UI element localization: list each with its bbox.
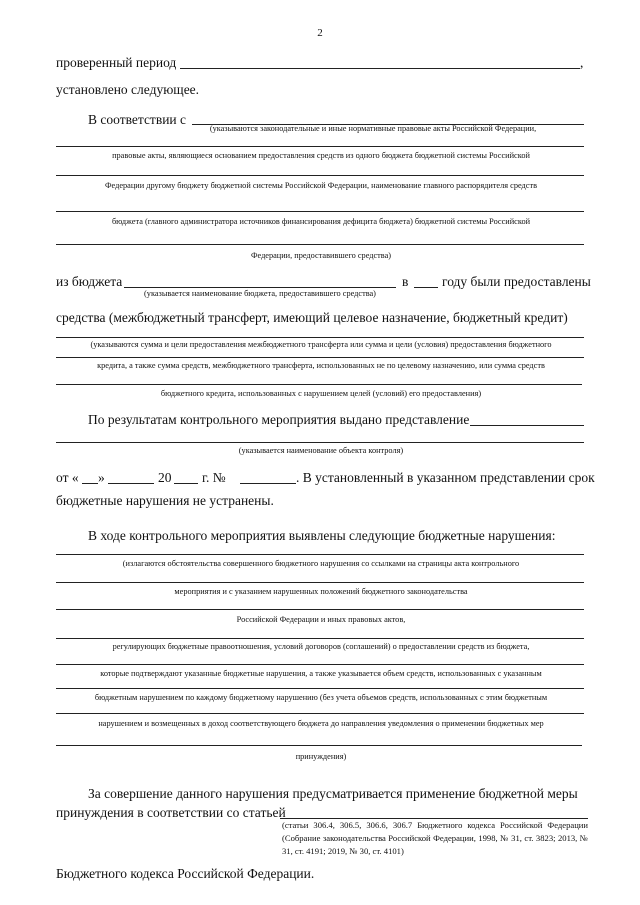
violations-note-1: (излагаются обстоятельства совершенного бюджетного нарушения со ссылками на страницы акта контрольного	[122, 559, 520, 568]
results-note: (указывается наименование объекта контроля)	[238, 446, 404, 455]
funds-line-2	[56, 357, 584, 358]
accordance-label: В соответствии с	[88, 112, 187, 127]
violations-line-1	[56, 554, 584, 555]
funds-line-3	[56, 384, 582, 385]
period-line	[180, 68, 580, 69]
date-number-line	[240, 483, 296, 484]
violations-note-3: Российской Федерации и иных правовых актов,	[236, 615, 406, 624]
page-number: 2	[317, 27, 323, 39]
results-line-2	[56, 442, 584, 443]
accordance-note-2: правовые акты, являющиеся основанием предоставления средств из одного бюджета бюджетной системы Российской	[112, 151, 530, 160]
results-label: По результатам контрольного мероприятия выдано представление	[88, 412, 470, 427]
accordance-note-5: Федерации, предоставившего средства)	[250, 251, 392, 260]
violations-line-4	[56, 638, 584, 639]
date-line-2: бюджетные нарушения не устранены.	[56, 493, 274, 508]
funds-note-1: (указываются сумма и цели предоставления межбюджетного трансферта или сумма и цели (условия) предоставления бюджетного	[90, 340, 552, 349]
footer-text: Бюджетного кодекса Российской Федерации.	[56, 866, 315, 881]
accordance-note-3: Федерации другому бюджету бюджетной системы Российской Федерации, наименование главного распорядителя средств	[104, 181, 537, 190]
budget-year-line	[414, 287, 438, 288]
accordance-line-2	[56, 146, 584, 147]
violations-note-8: принуждения)	[295, 752, 347, 761]
budget-year-text: году были предоставлены	[442, 274, 591, 289]
violations-line-8	[56, 745, 582, 746]
budget-from-label: из бюджета	[56, 274, 123, 289]
funds-line-1	[56, 337, 584, 338]
violations-note-4: регулирующих бюджетные правоотношения, условий договоров (соглашений) о предоставлении средств из бюджета,	[112, 642, 530, 651]
violations-note-5: которые подтверждают указанные бюджетные нарушения, а также указывается объем средств, использованных с указанным	[100, 669, 542, 678]
coercion-law-note: (статьи 306.4, 306.5, 306.6, 306.7 Бюджетного кодекса Российской Федерации (Собрание законодательства Российской Федерации, 1998, № 31, ст. 3823; 2013, № 31, ст. 4191; 2019, № 30, ст. 4101)	[282, 820, 588, 856]
date-quote-close: »	[98, 470, 105, 485]
violations-note-6: бюджетным нарушением по каждому бюджетному нарушению (без учета объемов средств, использованных с этим бюджетным	[94, 693, 548, 702]
accordance-line-5	[56, 244, 584, 245]
date-day-line	[82, 483, 98, 484]
accordance-note-4: бюджета (главного администратора источников финансирования дефицита бюджета) бюджетной системы Российской	[111, 217, 531, 226]
funds-note-2: кредита, а также сумма средств, межбюджетного трансферта, использованных не по целевому назначению, или сумма средств	[97, 361, 545, 370]
funds-note-3: бюджетного кредита, использованных с нарушением целей (условий) его предоставления)	[160, 389, 482, 398]
results-line	[470, 425, 584, 426]
date-year-suffix: г. №	[202, 470, 226, 485]
established-text: установлено следующее.	[56, 82, 200, 97]
coercion-line-2: принуждения в соответствии со статьей	[56, 805, 286, 820]
funds-label: средства (межбюджетный трансферт, имеющий целевое назначение, бюджетный кредит)	[56, 310, 568, 325]
budget-name-line	[124, 287, 396, 288]
accordance-note-1: (указываются законодательные и иные нормативные правовые акты Российской Федерации,	[209, 124, 537, 133]
budget-note: (указывается наименование бюджета, предоставившего средства)	[144, 289, 376, 298]
date-year-line	[174, 483, 198, 484]
budget-in-label: в	[402, 274, 409, 289]
violations-line-5	[56, 664, 584, 665]
period-label: проверенный период	[56, 55, 177, 70]
date-month-line	[108, 483, 154, 484]
coercion-line-1: За совершение данного нарушения предусматривается применение бюджетной меры	[88, 786, 578, 801]
date-tail: . В установленный в указанном представлении срок	[296, 470, 595, 485]
violations-line-6	[56, 688, 584, 689]
violations-line-3	[56, 609, 584, 610]
period-comma: ,	[580, 55, 584, 70]
violations-label: В ходе контрольного мероприятия выявлены следующие бюджетные нарушения:	[88, 528, 556, 543]
violations-note-7: нарушением и возмещенных в доход соответствующего бюджета до направления уведомления о применении бюджетных мер	[98, 719, 544, 728]
date-from: от «	[56, 470, 79, 485]
violations-line-2	[56, 582, 584, 583]
accordance-line-3	[56, 175, 584, 176]
date-year-prefix: 20	[158, 470, 172, 485]
accordance-line-4	[56, 211, 584, 212]
violations-note-2: мероприятия и с указанием нарушенных положений бюджетного законодательства	[174, 587, 468, 596]
violations-line-7	[56, 713, 584, 714]
